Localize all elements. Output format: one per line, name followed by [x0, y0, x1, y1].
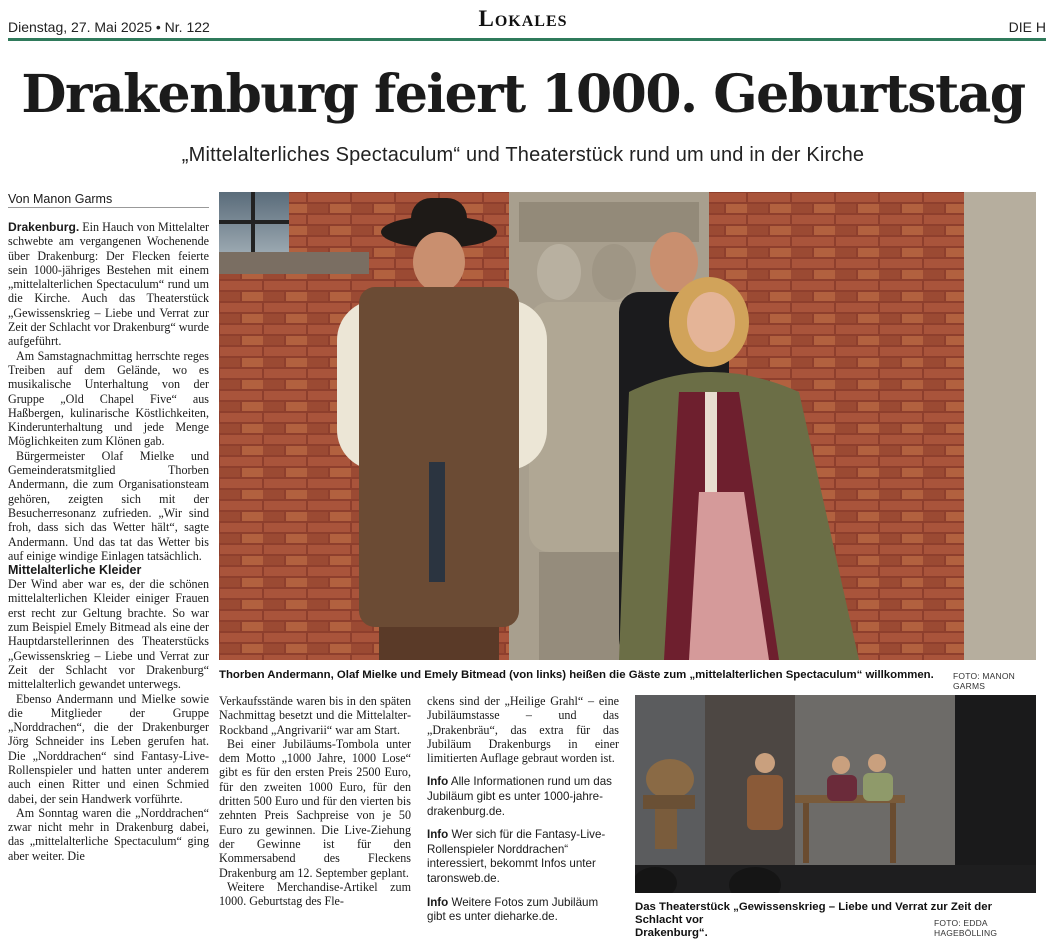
paragraph: Ebenso Andermann und Mielke sowie die Mitglieder der Gruppe „Norddrachen“, die der Drakenburger Jörg Schneider ins Leben gerufen hat. Die „Norddrachen“ sind Fantasy-Live-Rollenspieler und hatten unter anderem auch einen Ritter und einen Schmied dabei, der sein Handwerk vorführte. [8, 691, 209, 806]
paragraph: Bürgermeister Olaf Mielke und Gemeinderatsmitglied Thorben Andermann, die zum Organisationsteam gehören, zeigten sich mit der Besucherresonanz zufrieden. „Wir sind froh, dass sich das Wetter hält“, sagte Andermann. Und das tat das Wetter bis auf einige windige Einlagen tatsächlich. [8, 448, 209, 563]
paragraph: Am Sonntag waren die „Norddrachen“ zwar nicht mehr in Drakenburg dabei, das „mittelalterliche Spectaculum“ ging aber weiter. Die [8, 805, 209, 863]
main-photo-credit: FOTO: MANON GARMS [953, 671, 1016, 691]
subheading: Mittelalterliche Kleider [8, 563, 142, 578]
paragraph: Bei einer Jubiläums-Tombola unter dem Motto „1000 Jahre, 1000 Lose“ gibt es für den ersten Preis 2500 Euro, für den zweiten 1000 Euro, für den dritten 500 Euro und für den vierten bis zehnten Preis Sachpreise von je 50 Euro zu gewinnen. Die Live-Ziehung der Gewinne ist für den Kommersabend des Fleckens Drakenburg am 12. September geplant. [219, 736, 411, 880]
main-photo [219, 192, 1036, 660]
paragraph: Weitere Merchandise-Artikel zum 1000. Geburtstag des Fle- [219, 879, 411, 909]
info-item: Info Wer sich für die Fantasy-Live-Rollenspieler Norddrachen“ interessiert, bekommt Infos unter taronsweb.de. [427, 828, 606, 886]
theater-photo-credit: FOTO: EDDA HAGEBÖLLING [934, 918, 998, 938]
theater-photo-caption: Das Theaterstück „Gewissenskrieg – Liebe und Verrat zur Zeit der Schlacht vor Drakenburg“. [635, 901, 993, 939]
article-headline: Drakenburg feiert 1000. Geburtstag [21, 64, 1025, 125]
header-rule [8, 38, 1046, 41]
article-column-1 [8, 220, 209, 863]
info-box [427, 775, 619, 924]
issue-date: Dienstag, 27. Mai 2025 • Nr. 122 [8, 19, 210, 35]
byline: Von Manon Garms [8, 192, 113, 206]
dateline: Drakenburg. [8, 220, 80, 234]
paragraph: Drakenburg. Ein Hauch von Mittelalter schwebte am vergangenen Wochenende über Drakenburg: Der Flecken feierte sein 1000-jähriges Bestehen mit einem „mittelalterlichen Spectaculum“ rund um die Kirche. Auch das Theaterstück „Gewissenskrieg – Liebe und Verrat zur Zeit der Schlacht vor Drakenburg“ wurde aufgeführt. [8, 220, 209, 349]
article-column-2 [219, 694, 411, 908]
paragraph: Der Wind aber war es, der die schönen mittelalterlichen Kleider einiger Frauen erst recht zur Geltung brachte. So war zum Beispiel Emely Bitmead als eine der Hauptdarstellerinnen des Theaterstücks „Gewissenskrieg – Liebe und Verrat zur Zeit der Schlacht vor Drakenburg“ mittelalterlich gewandet unterwegs. [8, 577, 209, 692]
theater-photo [635, 695, 1036, 893]
byline-rule [8, 207, 209, 208]
article-subheadline: „Mittelalterliches Spectaculum“ und Theaterstück rund um und in der Kirche [181, 144, 865, 166]
header-right-cut: DIE H [1008, 19, 1046, 35]
paragraph: ckens sind der „Heilige Grahl“ – eine Jubiläumstasse – und das „Drakenbräu“, das extra für das Jubiläum Drakenburgs in einer limitierten Auflage gebraut worden ist. [427, 694, 619, 766]
main-photo-caption: Thorben Andermann, Olaf Mielke und Emely Bitmead (von links) heißen die Gäste zum „mittelalterlichen Spectaculum“ willkommen. [219, 669, 934, 681]
info-item: Info Weitere Fotos zum Jubiläum gibt es unter dieharke.de. [427, 895, 599, 924]
page-header [0, 0, 1046, 42]
article-column-3 [427, 694, 619, 934]
paragraph: Am Samstagnachmittag herrschte reges Treiben auf dem Gelände, wo es musikalische Unterhaltung von der Gruppe „Old Chapel Five“ aus Haßbergen, kulinarische Köstlichkeiten, Kinderunterhaltung und jede Menge Möglichkeiten zum Klönen gab. [8, 348, 209, 449]
info-item: Info Alle Informationen rund um das Jubiläum gibt es unter 1000-jahre-drakenburg.de. [427, 775, 612, 818]
paragraph: Verkaufsstände waren bis in den späten Nachmittag besetzt und die Mittelalter-Rockband „Angrivarii“ war am Start. [219, 694, 411, 737]
section-title: Lokales [478, 6, 568, 31]
